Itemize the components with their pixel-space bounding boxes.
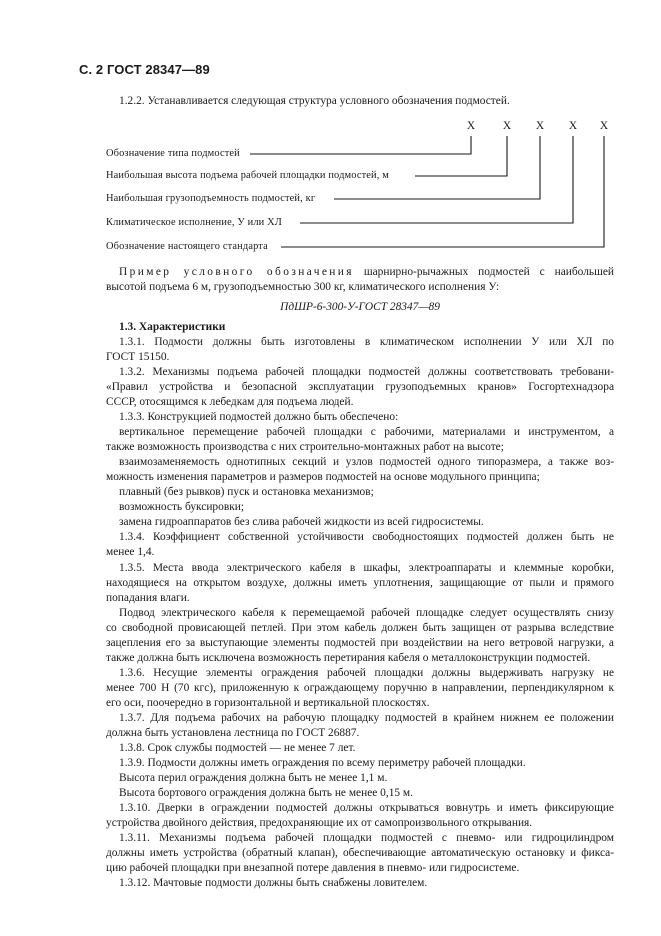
body-text-line: 1.3.7. Для подъема рабочих на рабочую площадку подмостей в крайнем нижнем ее положении xyxy=(119,712,614,724)
body-text-line: менее 1,4. xyxy=(106,546,155,558)
body-text-line: также возможность производства с них строительно-монтажных работ на высоте; xyxy=(106,441,504,453)
caption-type: Обозначение типа подмостей xyxy=(106,148,240,159)
body-text-line: также должна быть исключена возможность перетирания кабеля о металлоконструкции подмостей. xyxy=(106,652,591,664)
body-text-line: «Правил устройства и безопасной эксплуатации грузоподъемных кранов» Госгортехнадзора xyxy=(106,381,614,393)
placeholder-x-5: Х xyxy=(599,120,609,132)
example-line-1 xyxy=(119,266,614,279)
caption-height: Наибольшая высота подъема рабочей площадки подмостей, м xyxy=(106,170,389,181)
body-text-line: 1.3.5. Места ввода электрического кабеля в шкафы, электроаппараты и клеммные коробки, xyxy=(119,562,614,574)
placeholder-x-2: Х xyxy=(502,120,512,132)
body-text-line: взаимозаменяемость однотипных секций и узлов подмостей одного типоразмера, а также воз- xyxy=(119,456,614,468)
body-text-line: Высота бортового ограждения должна быть не менее 0,15 м. xyxy=(119,787,413,799)
example-rest: шарнирно-рычажных подмостей с наибольшей xyxy=(363,266,614,278)
body-text-line: замена гидроаппаратов без слива рабочей жидкости из всей гидросистемы. xyxy=(119,516,484,528)
placeholder-x-4: Х xyxy=(568,120,578,132)
example-designation: ПдШР-6-300-У-ГОСТ 28347—89 xyxy=(280,301,440,313)
body-text-line: 1.3.8. Срок службы подмостей — не менее 7 лет. xyxy=(119,742,356,754)
section-heading-1-3: 1.3. Характеристики xyxy=(119,321,226,333)
placeholder-x-1: Х xyxy=(466,120,476,132)
body-text-line: Подвод электрического кабеля к перемещаемой рабочей площадке следует осуществлять снизу xyxy=(119,607,614,619)
body-text-line: 1.3.3. Конструкцией подмостей должно быть обеспечено: xyxy=(119,411,399,423)
body-text-line: менее 700 Н (70 кгс), приложенную к ограждающему поручню в направлении, перпендикулярном к xyxy=(106,682,614,694)
body-text-line: ГОСТ 15150. xyxy=(106,351,170,363)
body-text-line: устройства двойного действия, предохраняющие их от самопроизвольного открывания. xyxy=(106,817,533,829)
caption-climate: Климатическое исполнение, У или ХЛ xyxy=(106,217,282,228)
body-text-line: попадания влаги. xyxy=(106,592,190,604)
body-text-line: должны иметь устройства (обратный клапан), обеспечивающие автоматическую остановку и фикса- xyxy=(106,847,614,859)
example-line-2: высотой подъема 6 м, грузоподъемностью 300 кг, климатического исполнения У: xyxy=(106,281,500,293)
body-text-line: 1.3.9. Подмости должны иметь ограждения по всему периметру рабочей площадки. xyxy=(119,757,526,769)
body-text-line: 1.3.4. Коэффициент собственной устойчивости свободностоящих подмостей должен быть не xyxy=(119,531,614,543)
body-text-line: СССР, отосящимся к лебедкам для подъема людей. xyxy=(106,396,354,408)
body-text-line: зацепления его за выступающие элементы подмостей при воздействии на него ветровой нагрузки, а xyxy=(106,637,614,649)
body-text-line: плавный (без рывков) пуск и остановка механизмов; xyxy=(119,486,374,498)
body-text-line: должна быть установлена лестница по ГОСТ 26887. xyxy=(106,727,360,739)
body-text-line: находящиеся на открытом воздухе, должны иметь уплотнения, защищающие от пыли и прямого xyxy=(106,577,614,589)
body-text-line: 1.3.6. Несущие элементы ограждения рабочей площадки должны выдерживать нагрузку не xyxy=(119,667,614,679)
paragraph-1-2-2: 1.2.2. Устанавливается следующая структура условного обозначения подмостей. xyxy=(119,95,510,107)
placeholder-x-3: Х xyxy=(535,120,545,132)
leader-line-capacity xyxy=(334,136,540,199)
body-text-line: 1.3.1. Подмости должны быть изготовлены в климатическом исполнении У или ХЛ по xyxy=(119,336,614,348)
example-lead: Пример условного обозначения xyxy=(119,266,354,278)
body-text-line: возможность буксировки; xyxy=(119,501,244,513)
body-text-line: 1.3.2. Механизмы подъема рабочей площадки подмостей должны соответствовать требовани- xyxy=(119,366,614,378)
body-text-line: 1.3.11. Механизмы подъема рабочей площадки подмостей с пневмо- или гидроцилиндром xyxy=(119,832,614,844)
body-text-line: Высота перил ограждения должна быть не менее 1,1 м. xyxy=(119,772,388,784)
page-header: С. 2 ГОСТ 28347—89 xyxy=(79,62,210,77)
body-text-line: его оси, поочередно в горизонтальной и вертикальной плоскостях. xyxy=(106,697,430,709)
body-text-line: со свободной провисающей петлей. При этом кабель должен быть защищен от разрыва вследствие xyxy=(106,622,614,634)
body-text-line: 1.3.12. Мачтовые подмости должны быть снабжены ловителем. xyxy=(119,877,428,889)
body-text-line: 1.3.10. Дверки в ограждении подмостей должны открываться вовнутрь и иметь фиксирующие xyxy=(119,802,614,814)
body-text-line: цию рабочей площадки при внезапной потере давления в пневмо- или гидросистеме. xyxy=(106,862,520,874)
caption-capacity: Наибольшая грузоподъемность подмостей, кг xyxy=(106,193,316,204)
caption-standard: Обозначение настоящего стандарта xyxy=(106,241,268,252)
body-text-line: можность изменения параметров и размеров подмостей на основе модульного принципа; xyxy=(106,471,540,483)
body-text-line: вертикальное перемещение рабочей площадки с рабочими, материалами и инструментом, а xyxy=(119,426,614,438)
